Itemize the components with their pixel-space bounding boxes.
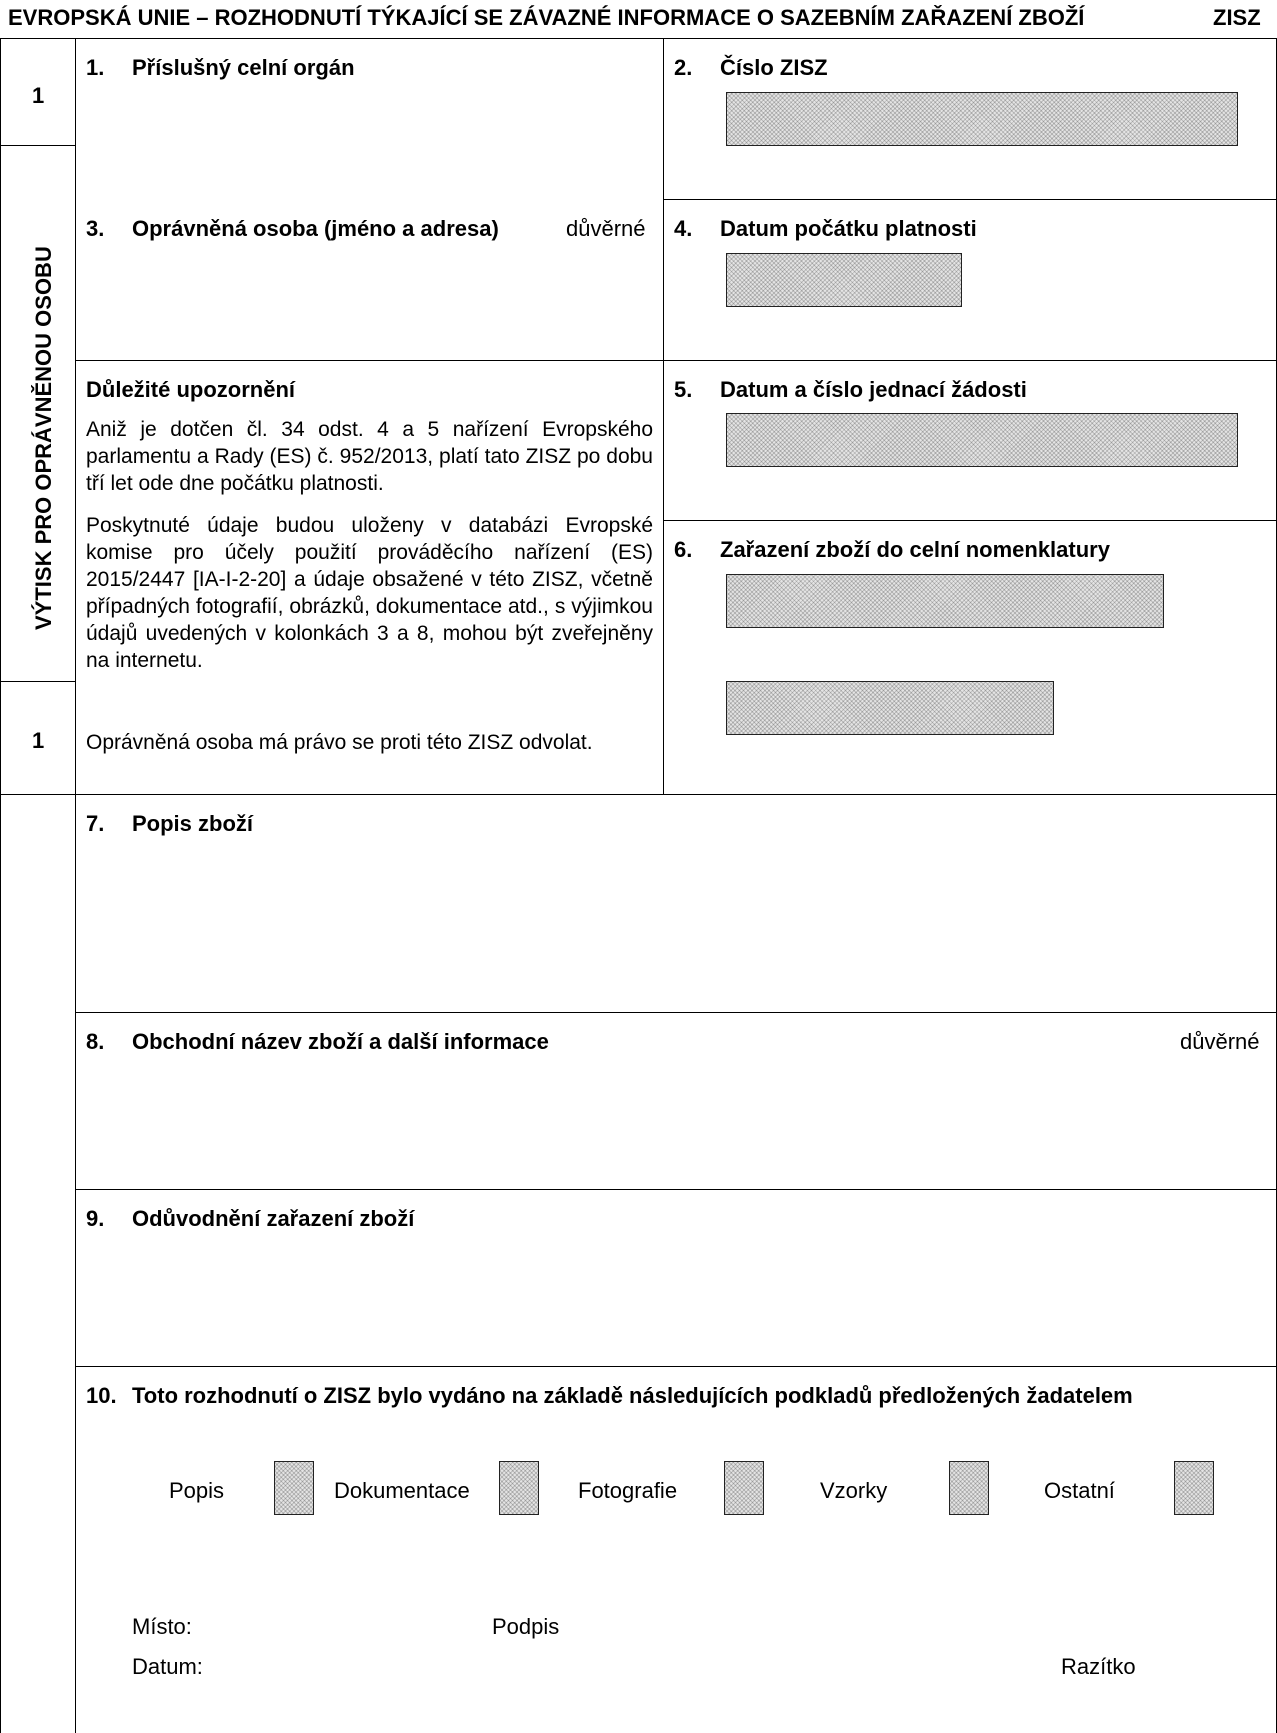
box-3-heading: [86, 215, 499, 242]
box-7-label: Popis zboží: [132, 811, 253, 836]
row-line-2: [75, 360, 1277, 361]
zisz-number-field[interactable]: [726, 92, 1238, 146]
row-line-8: [75, 1189, 1277, 1190]
doc-label-vzorky: Vzorky: [820, 1478, 888, 1503]
box-8-label: Obchodní název zboží a další informace: [132, 1029, 549, 1054]
checkbox-vzorky[interactable]: [949, 1461, 989, 1515]
box-2-heading: [674, 54, 828, 81]
box-8-confidential: důvěrné: [1180, 1029, 1260, 1054]
notice-paragraph-2: Poskytnuté údaje budou uloženy v databázi Evropské komise pro účely použití prováděcího nařízení (ES) 2015/2447 [IA-I-2-20] a údaje obsažené v této ZISZ, včetně případných fotografií, obrázků, dokumentace atd., s výjimkou údajů uvedených v kolonkách 3 a 8, mohou být zveřejněny na internetu.: [86, 514, 653, 672]
box-3-label: Oprávněná osoba (jméno a adresa): [132, 216, 499, 241]
box-4-heading: [674, 215, 977, 242]
box-2-number: 2.: [674, 55, 693, 80]
checkbox-ostatni[interactable]: [1174, 1461, 1214, 1515]
box-3-confidential: důvěrné: [566, 216, 646, 241]
box-7-number: 7.: [86, 811, 105, 836]
checkbox-fotografie[interactable]: [724, 1461, 764, 1515]
box-1-heading: [86, 54, 355, 81]
box-9-label: Odůvodnění zařazení zboží: [132, 1206, 415, 1231]
doc-label-ostatni: Ostatní: [1044, 1478, 1115, 1503]
doc-label-fotografie: Fotografie: [578, 1478, 678, 1503]
box-10-label: Toto rozhodnutí o ZISZ bylo vydáno na základě následujících podkladů předložených žadatelem: [132, 1383, 1133, 1408]
application-date-field[interactable]: [726, 413, 1238, 467]
doc-label-popis: Popis: [169, 1478, 225, 1503]
form-code: ZISZ: [1213, 5, 1261, 30]
box-10-heading: [86, 1382, 1133, 1409]
stamp-label: Razítko: [1061, 1654, 1136, 1679]
box-1-label: Příslušný celní orgán: [132, 55, 355, 80]
side-divider-2: [0, 681, 76, 682]
box-5-number: 5.: [674, 377, 693, 402]
doc-label-dokumentace: Dokumentace: [334, 1478, 470, 1503]
box-5-heading: [674, 376, 1027, 403]
box-6-heading: [674, 536, 1110, 563]
box-8-heading: [86, 1028, 549, 1055]
box-4-number: 4.: [674, 216, 693, 241]
box-9-heading: [86, 1205, 414, 1232]
box-1-number: 1.: [86, 55, 105, 80]
box-3-number: 3.: [86, 216, 105, 241]
nomenclature-code-field[interactable]: [726, 574, 1164, 628]
copy-number-bottom: 1: [32, 728, 45, 753]
box-6-number: 6.: [674, 537, 693, 562]
notice-paragraph-1: Aniž je dotčen čl. 34 odst. 4 a 5 nařízení Evropského parlamentu a Rady (ES) č. 952/2013, platí tato ZISZ po dobu tří let ode dne počátku platnosti.: [86, 418, 653, 495]
box-4-label: Datum počátku platnosti: [720, 216, 977, 241]
form-title: EVROPSKÁ UNIE – ROZHODNUTÍ TÝKAJÍCÍ SE ZÁVAZNÉ INFORMACE O SAZEBNÍM ZAŘAZENÍ ZBOŽÍ: [8, 5, 1085, 30]
nomenclature-extra-field[interactable]: [726, 681, 1054, 735]
row-line-7: [75, 1012, 1277, 1013]
left-border: [0, 38, 1, 1733]
notice-heading: Důležité upozornění: [86, 377, 295, 402]
box-7-heading: [86, 810, 253, 837]
box-6-label: Zařazení zboží do celní nomenklatury: [720, 537, 1110, 562]
checkbox-dokumentace[interactable]: [499, 1461, 539, 1515]
row-line-right-1: [663, 199, 1277, 200]
box-5-label: Datum a číslo jednací žádosti: [720, 377, 1027, 402]
row-line-right-3: [663, 520, 1277, 521]
checkbox-popis[interactable]: [274, 1461, 314, 1515]
signature-label: Podpis: [492, 1614, 560, 1639]
side-divider-1: [0, 145, 76, 146]
place-label: Místo:: [132, 1614, 192, 1639]
validity-start-field[interactable]: [726, 253, 962, 307]
row-line-9: [75, 1366, 1277, 1367]
column-divider: [663, 38, 664, 795]
side-column-divider: [75, 38, 76, 1733]
copy-number-top: 1: [32, 83, 45, 108]
top-border: [0, 38, 1276, 39]
box-9-number: 9.: [86, 1206, 105, 1231]
copy-label: VÝTISK PRO OPRÁVNĚNOU OSOBU: [31, 246, 56, 630]
date-label: Datum:: [132, 1654, 203, 1679]
box-8-number: 8.: [86, 1029, 105, 1054]
upper-section-bottom: [0, 794, 1277, 795]
box-10-number: 10.: [86, 1383, 117, 1408]
box-2-label: Číslo ZISZ: [720, 55, 828, 80]
notice-paragraph-3: Oprávněná osoba má právo se proti této ZISZ odvolat.: [86, 731, 593, 754]
